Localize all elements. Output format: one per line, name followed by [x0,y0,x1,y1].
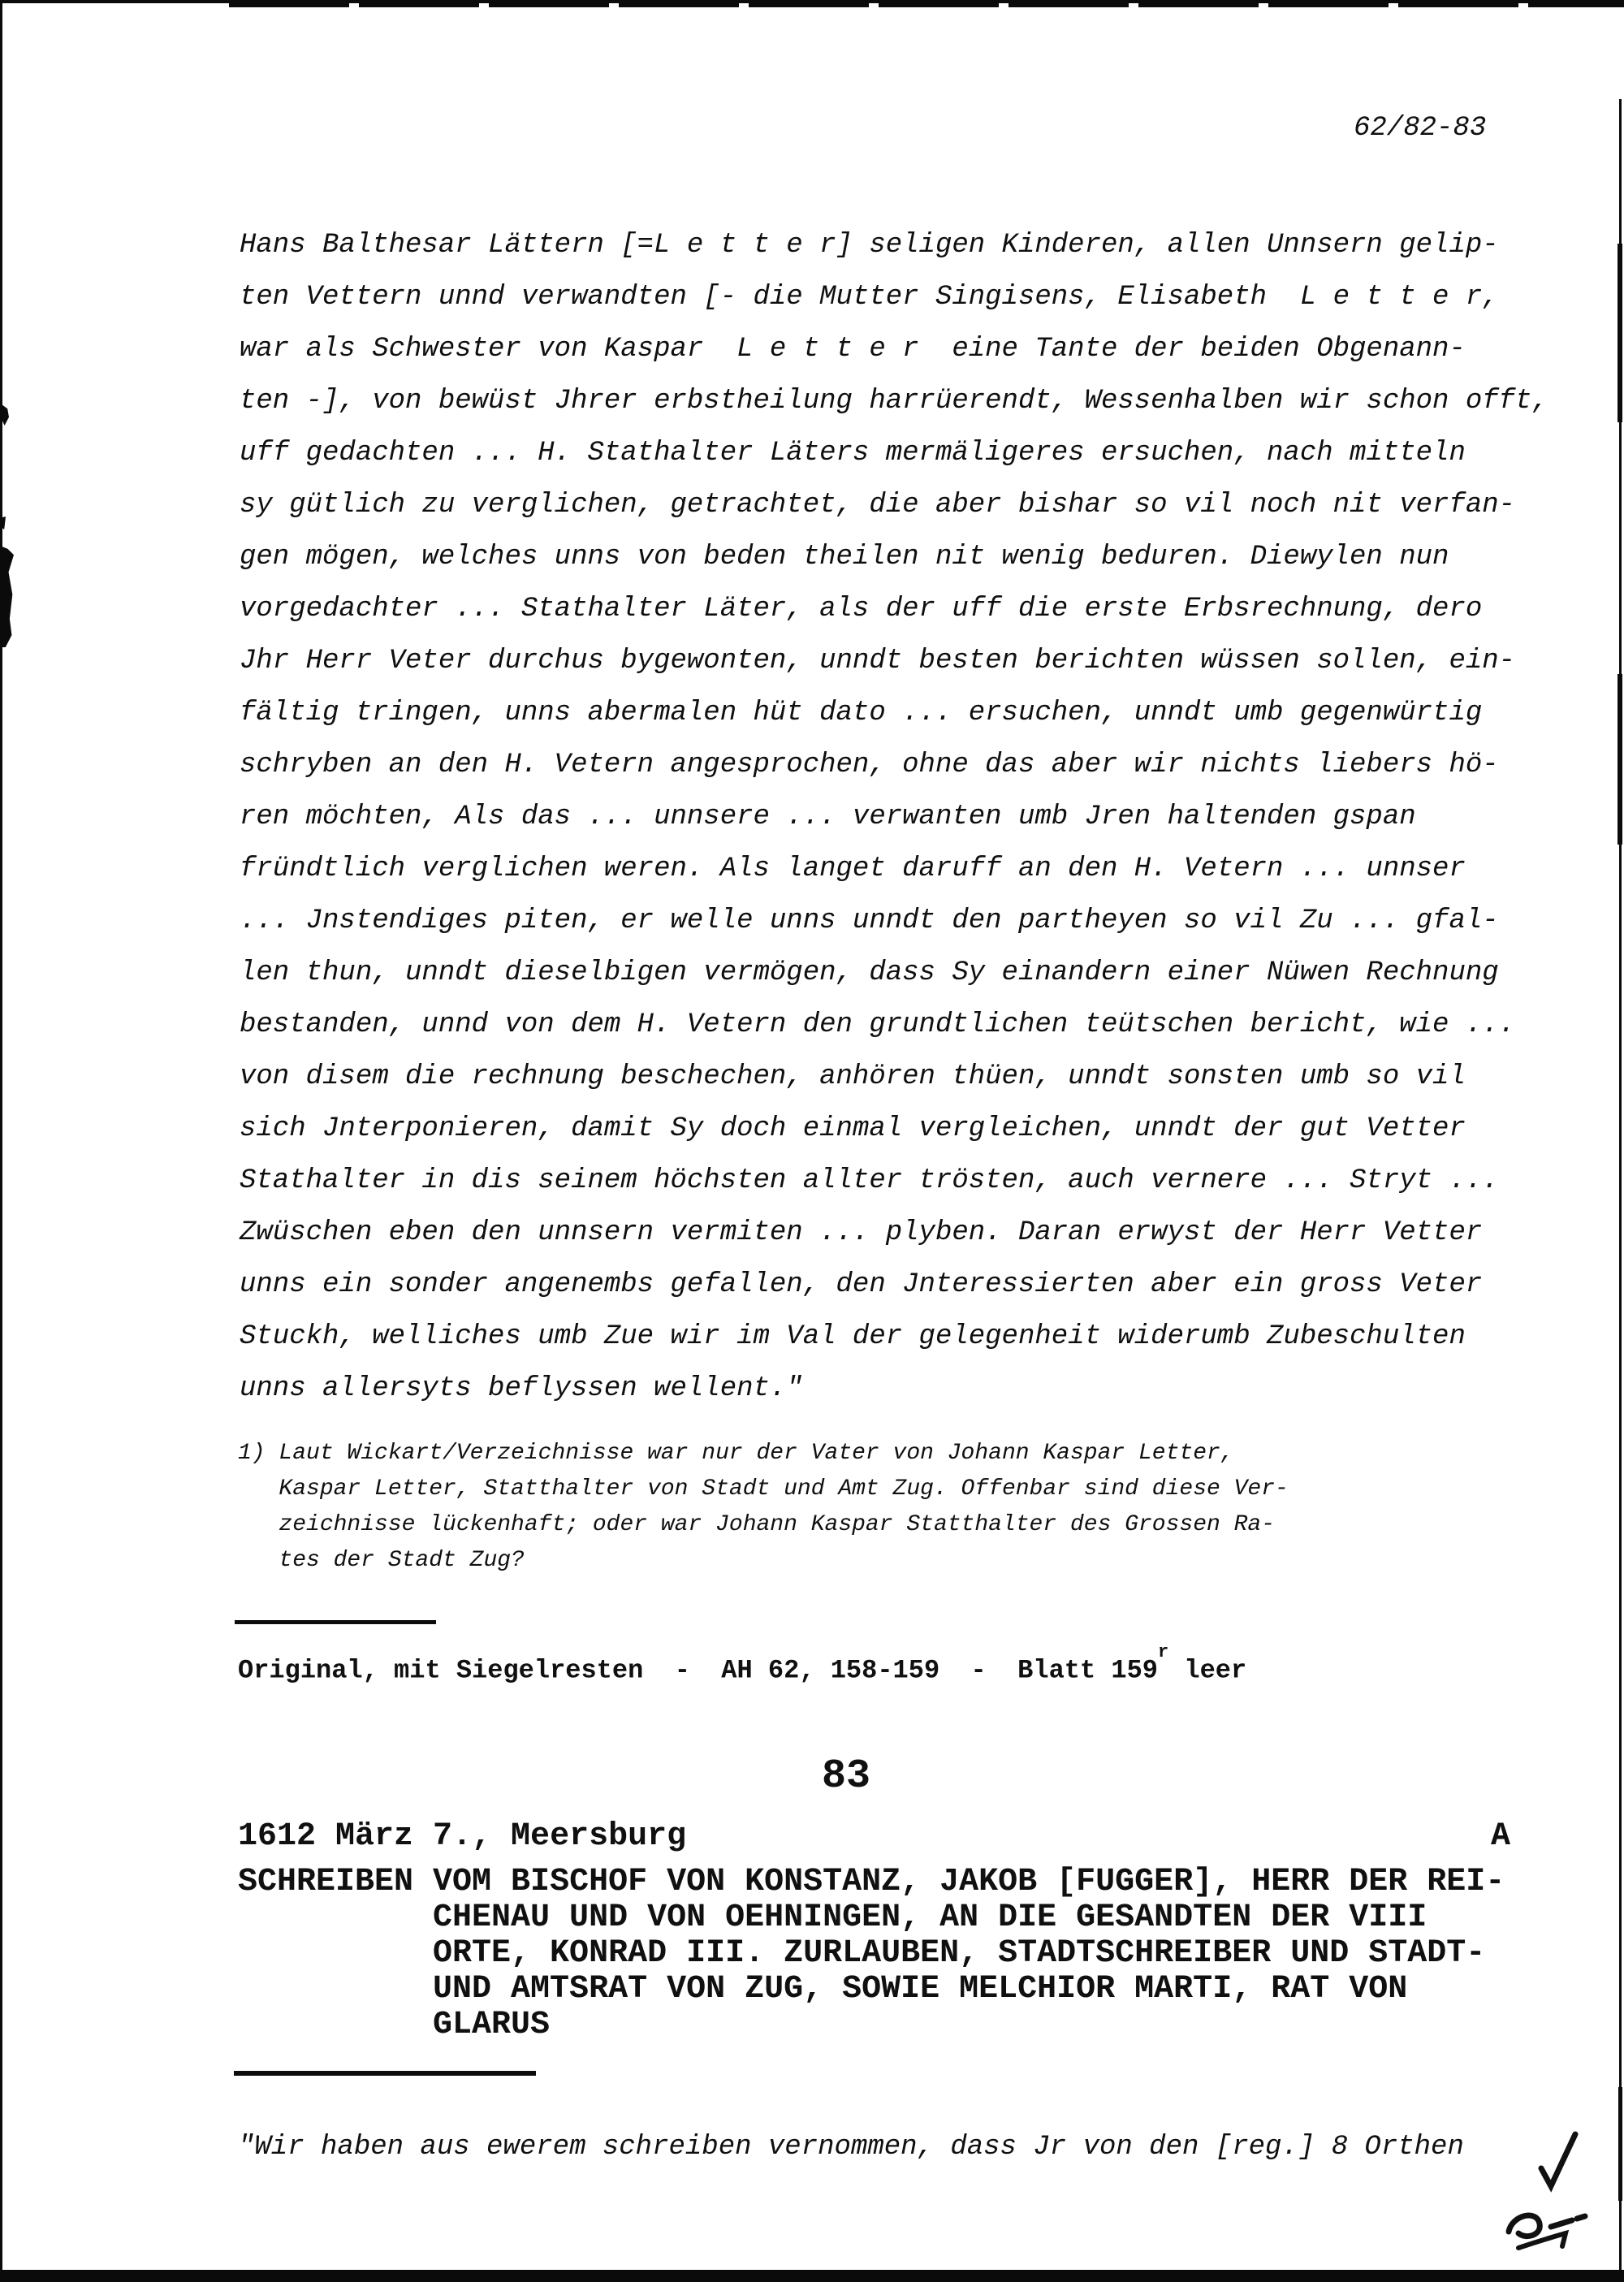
ink-speck [2,404,9,426]
scan-border-right [1619,99,1622,2282]
footnote-line: 1) Laut Wickart/Verzeichnisse war nur der Vater von Johann Kaspar Letter, [238,1441,1234,1466]
quote-line: von disem die rechnung beschechen, anhören thüen, unndt sonsten umb so vil [240,1061,1466,1092]
scan-border-top-thick [229,0,1624,7]
divider-rule-short [235,1620,436,1624]
footnote-block [238,1436,1375,1579]
quote-line: unns ein sonder angenembs gefallen, den Jnteressierten aber ein gross Veter [240,1269,1483,1300]
quote-line: Zwüschen eben den unnsern vermiten ... plyben. Daran erwyst der Herr Vetter [240,1217,1483,1248]
quote-line: Jhr Herr Veter durchus bygewonten, unndt besten berichten wüssen sollen, ein- [240,646,1516,676]
handwritten-scribble-icon [1551,2216,1585,2227]
quote-line: Stuckh, welliches umb Zue wir im Val der gelegenheit widerumb Zubeschulten [240,1321,1466,1352]
scan-border-right-thick-1 [1618,244,1622,422]
quote-line: ... Jnstendiges piten, er welle unns unndt den partheyen so vil Zu ... gfal- [240,905,1499,936]
heading-line: CHENAU UND VON OEHNINGEN, AN DIE GESANDTEN DER VIII [433,1900,1427,1936]
page-reference: 62/82-83 [1354,113,1487,144]
source-line-superscript: r [1157,1642,1169,1662]
heading-line: SCHREIBEN VOM BISCHOF VON KONSTANZ, JAKOB [FUGGER], HERR DER REI- [238,1864,1505,1900]
quote-line: uff gedachten ... H. Stathalter Läters mermäligeres ersuchen, nach mitteln [240,438,1466,469]
scan-border-left [0,0,2,2282]
quote-line: vorgedachter ... Stathalter Läter, als der uff die erste Erbsrechnung, dero [240,594,1483,625]
quote-line: fründtlich verglichen weren. Als langet daruff an den H. Vetern ... unnser [240,854,1466,884]
quote-line: sy gütlich zu verglichen, getrachtet, die aber bishar so vil noch nit verfan- [240,490,1516,521]
quote-line: ren möchten, Als das ... unnsere ... verwanten umb Jren haltenden gspan [240,802,1416,832]
handwritten-check-icon [1541,2134,1575,2186]
quote-line: ten Vettern unnd verwandten [- die Mutter Singisens, Elisabeth L e t t e r, [240,282,1499,313]
source-line [238,1642,1247,1687]
heading-line: ORTE, KONRAD III. ZURLAUBEN, STADTSCHREIBER UND STADT- [433,1935,1486,1972]
scan-border-right-thick-2 [1618,674,1622,845]
scan-border-right-thick-3 [1618,2087,1622,2201]
handwriting-group [1494,2111,1600,2266]
footnote-line: tes der Stadt Zug? [279,1548,525,1573]
quote-line: sich Jnterponieren, damit Sy doch einmal vergleichen, unndt der gut Vetter [240,1113,1466,1144]
quote-line: len thun, unndt dieselbigen vermögen, dass Sy einandern einer Nüwen Rechnung [240,957,1499,988]
quote-line: unns allersyts beflyssen wellent." [240,1373,803,1404]
ink-blob [0,546,14,647]
bottom-quote-line: "Wir haben aus ewerem schreiben vernommen, dass Jr von den [reg.] 8 Orthen [238,2132,1464,2163]
quote-line: Stathalter in dis seinem höchsten allter trösten, auch vernere ... Stryt ... [240,1165,1499,1196]
quote-line: ten -], von bewüst Jhrer erbstheilung harrüerendt, Wessenhalben wir schon offt, [240,386,1548,417]
heading-line: GLARUS [433,2007,551,2043]
document-number: 83 [822,1753,871,1800]
quote-line: bestanden, unnd von dem H. Vetern den grundtlichen teütschen bericht, wie ... [240,1009,1516,1040]
source-line-suffix: leer [1168,1655,1247,1686]
quote-line: fältig tringen, unns abermalen hüt dato ... ersuchen, unndt umb gegenwürtig [240,698,1483,728]
quote-line: Hans Balthesar Lättern [=L e t t e r] seligen Kinderen, allen Unnsern gelip- [240,230,1499,261]
quote-line: schryben an den H. Vetern angesprochen, ohne das aber wir nichts liebers hö- [240,750,1499,780]
quote-block [240,219,1571,1415]
divider-rule-long [234,2071,536,2076]
footnote-line: Kaspar Letter, Statthalter von Stadt und Amt Zug. Offenbar sind diese Ver- [279,1476,1289,1502]
date-line: 1612 März 7., Meersburg [238,1818,687,1855]
scan-border-bottom [0,2270,1624,2282]
heading-line: UND AMTSRAT VON ZUG, SOWIE MELCHIOR MARTI, RAT VON [433,1971,1408,2008]
handwritten-scribble-icon [1509,2215,1540,2237]
footnote-line: zeichnisse lückenhaft; oder war Johann Kaspar Statthalter des Grossen Ra- [279,1512,1276,1537]
quote-line: gen mögen, welches unns von beden theilen nit wenig beduren. Diewylen nun [240,542,1449,573]
quote-line: war als Schwester von Kaspar L e t t e r eine Tante der beiden Obgenann- [240,334,1466,365]
source-line-text: Original, mit Siegelresten - AH 62, 158-159 - Blatt 159 [238,1655,1158,1686]
heading-block [238,1865,1570,2043]
corner-letter: A [1491,1818,1511,1855]
